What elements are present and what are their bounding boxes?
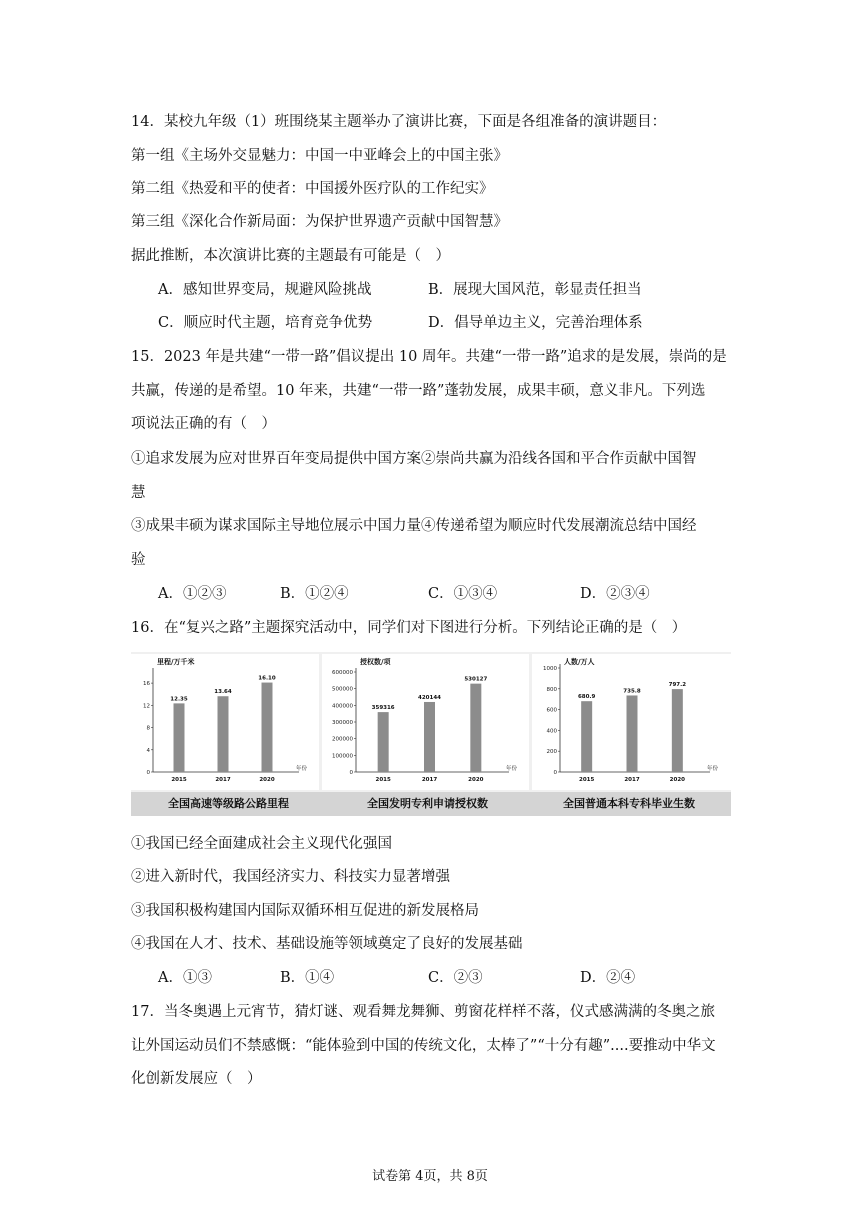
x-tick-label: 2020 — [669, 777, 685, 783]
q15-statement-3-4: ③成果丰硕为谋求国际主导地位展示中国力量④传递希望为顺应时代发展潮流总结中国经 — [131, 518, 697, 534]
y-tick-label: 0 — [553, 770, 557, 776]
y-tick-label: 600 — [546, 707, 557, 714]
q16-statement-2: ②进入新时代，我国经济实力、科技实力显著增强 — [131, 869, 450, 885]
x-tick-label: 2015 — [579, 777, 595, 783]
q14-stem: 14．某校九年级（1）班围绕某主题举办了演讲比赛，下面是各组准备的演讲题目： — [131, 114, 667, 130]
x-axis-label: 年份 — [506, 766, 518, 772]
bar — [174, 703, 185, 772]
chart-panel-patents — [322, 654, 529, 790]
q14-option-d: D．倡导单边主义，完善治理体系 — [428, 315, 643, 331]
q16-option-a: A．①③ — [158, 970, 212, 986]
bar — [672, 689, 683, 772]
chart-patent-grants — [322, 654, 529, 790]
x-tick-label: 2020 — [468, 777, 484, 783]
x-tick-label: 2017 — [421, 777, 438, 783]
chart-caption-patents: 全国发明专利申请授权数 — [367, 797, 488, 810]
y-axis-label: 人数/万人 — [564, 658, 595, 666]
y-tick-label: 800 — [546, 686, 557, 693]
q16-stem: 16．在“复兴之路”主题探究活动中，同学们对下图进行分析。下列结论正确的是（ ） — [131, 620, 687, 636]
bar — [470, 684, 481, 772]
q15-option-d: D．②③④ — [580, 586, 650, 602]
q15-option-b: B．①②④ — [280, 586, 349, 602]
q14-option-b: B．展现大国风范，彰显责任担当 — [428, 282, 642, 298]
x-axis-label: 年份 — [707, 766, 719, 772]
q16-chart-strip — [131, 652, 731, 816]
y-tick-label: 400000 — [332, 703, 353, 710]
page-footer: 试卷第 4页，共 8页 — [372, 1169, 488, 1184]
q16-statement-1: ①我国已经全面建成社会主义现代化强国 — [131, 836, 392, 852]
bar-value-label: 735.8 — [623, 688, 641, 695]
chart-graduates — [532, 654, 731, 790]
bar-value-label: 12.35 — [170, 696, 188, 703]
q15-statement-3-4-cont: 验 — [131, 552, 146, 568]
bar — [581, 701, 592, 772]
y-tick-label: 400 — [546, 728, 557, 735]
q16-option-c: C．②③ — [428, 970, 483, 986]
x-tick-label: 2017 — [624, 777, 640, 783]
bar — [378, 712, 389, 772]
y-tick-label: 1000 — [543, 666, 557, 672]
q15-statement-1-2: ①追求发展为应对世界百年变局提供中国方案②崇尚共赢为沿线各国和平合作贡献中国智 — [131, 451, 697, 467]
q15-line1: 15．2023 年是共建“一带一路”倡议提出 10 周年。共建“一带一路”追求的是发展，崇尚的是 — [131, 349, 727, 365]
x-tick-label: 2015 — [375, 777, 391, 783]
q16-option-d: D．②④ — [580, 970, 636, 986]
bar-value-label: 797.2 — [668, 682, 687, 689]
q14-option-c: C．顺应时代主题，培育竞争优势 — [158, 315, 373, 331]
bar-value-label: 359316 — [371, 705, 395, 712]
x-axis-label: 年份 — [296, 766, 308, 772]
q16-statement-3: ③我国积极构建国内国际双循环相互促进的新发展格局 — [131, 903, 479, 919]
y-tick-label: 500000 — [332, 686, 353, 693]
q14-ask: 据此推断，本次演讲比赛的主题最有可能是（ ） — [131, 248, 450, 264]
bar-value-label: 420144 — [418, 694, 441, 701]
y-tick-label: 4 — [146, 747, 150, 754]
bar — [262, 683, 273, 772]
q15-line3: 项说法正确的有（ ） — [131, 416, 276, 432]
chart-highway-mileage — [131, 654, 319, 790]
chart-panel-highway — [131, 654, 319, 790]
y-axis-label: 里程/万千米 — [157, 658, 195, 666]
q17-line1: 17．当冬奥遇上元宵节，猜灯谜、观看舞龙舞狮、剪窗花样样不落，仪式感满满的冬奥之旅 — [131, 1004, 715, 1020]
chart-caption-highway: 全国高速等级路公路里程 — [168, 797, 289, 810]
x-tick-label: 2020 — [259, 777, 275, 783]
bar — [424, 702, 435, 772]
chart-caption-graduates: 全国普通本科专科毕业生数 — [563, 797, 695, 810]
q17-line3: 化创新发展应（ ） — [131, 1071, 262, 1087]
q15-option-a: A．①②③ — [158, 586, 227, 602]
q17-line2: 让外国运动员们不禁感慨：“能体验到中国的传统文化，太棒了”“十分有趣”....要推动中华文 — [131, 1038, 716, 1054]
y-axis-label: 授权数/项 — [360, 658, 391, 666]
chart-panel-graduates — [532, 654, 731, 790]
q15-line2: 共赢，传递的是希望。10 年来，共建“一带一路”蓬勃发展，成果丰硕，意义非凡。下列选 — [131, 383, 706, 399]
q14-group1: 第一组《主场外交显魅力：中国一中亚峰会上的中国主张》 — [131, 148, 508, 164]
y-tick-label: 100000 — [332, 753, 353, 760]
x-tick-label: 2017 — [215, 777, 231, 783]
bar-value-label: 530127 — [464, 676, 488, 683]
y-tick-label: 8 — [146, 725, 150, 732]
q16-statement-4: ④我国在人才、技术、基础设施等领域奠定了良好的发展基础 — [131, 936, 523, 952]
q14-group3: 第三组《深化合作新局面：为保护世界遗产贡献中国智慧》 — [131, 214, 508, 230]
y-tick-label: 200000 — [332, 736, 353, 743]
y-tick-label: 600000 — [332, 670, 353, 676]
y-tick-label: 0 — [146, 770, 150, 776]
q15-option-c: C．①③④ — [428, 586, 498, 602]
y-tick-label: 16 — [143, 681, 150, 688]
bar — [218, 696, 229, 772]
x-tick-label: 2015 — [171, 777, 187, 783]
chart-caption-bar — [131, 792, 731, 816]
q14-group2: 第二组《热爱和平的使者：中国援外医疗队的工作纪实》 — [131, 181, 494, 197]
bar — [627, 695, 638, 772]
q15-statement-1-2-cont: 慧 — [131, 485, 146, 501]
q16-option-b: B．①④ — [280, 970, 335, 986]
bar-value-label: 680.9 — [577, 694, 596, 701]
bar-value-label: 13.64 — [214, 689, 232, 696]
y-tick-label: 300000 — [332, 720, 353, 726]
q14-option-a: A．感知世界变局，规避风险挑战 — [158, 282, 372, 298]
y-tick-label: 200 — [546, 749, 557, 756]
y-tick-label: 0 — [349, 770, 353, 776]
y-tick-label: 12 — [143, 703, 150, 710]
bar-value-label: 16.10 — [258, 675, 276, 682]
